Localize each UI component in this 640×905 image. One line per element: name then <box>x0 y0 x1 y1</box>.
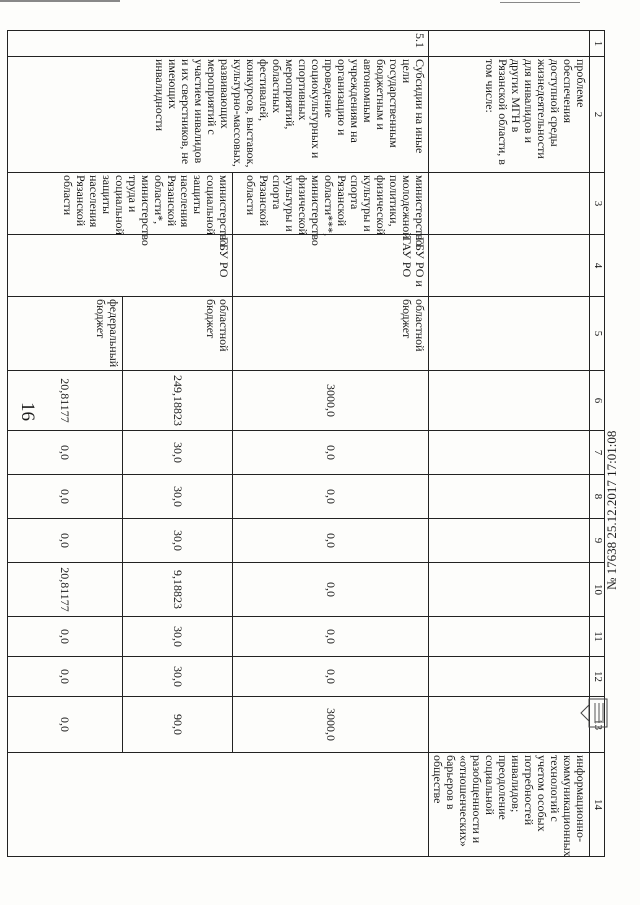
cell-source: областной бюджет <box>123 297 233 371</box>
document-seal-icon <box>580 686 616 740</box>
col-header: 14 <box>590 753 605 857</box>
cell-value: 20,81177 <box>8 563 123 617</box>
cell-participant: ГБУ РО и ГАУ РО <box>233 235 429 297</box>
cell-value: 249,18823 <box>123 371 233 431</box>
cell-value: 0,0 <box>233 563 429 617</box>
document-footer-stamp: № 17638 25.12.2017 17:01:08 <box>604 430 619 590</box>
document-table-rotated <box>55 30 605 856</box>
scan-artifact <box>0 0 120 2</box>
cell-value: 0,0 <box>8 475 123 519</box>
col-header: 5 <box>590 297 605 371</box>
continuation-row <box>429 31 590 857</box>
col-header: 13 <box>590 697 605 753</box>
col-header: 4 <box>590 235 605 297</box>
col-header: 2 <box>590 57 605 173</box>
scan-artifact <box>500 2 580 3</box>
cell-value: 0,0 <box>8 657 123 697</box>
cell-value: 30,0 <box>123 431 233 475</box>
cell-value: 0,0 <box>233 617 429 657</box>
cell-value: 0,0 <box>233 475 429 519</box>
cell-result: информационно-коммуникационных технологий с учетом особых потребностей инвалидов; преодоление социальной разобщенности и «отношенческих» барьеров в обществе <box>429 753 590 857</box>
cell-value: 90,0 <box>123 697 233 753</box>
page-number: 16 <box>17 402 38 421</box>
cell-executor: министерство социальной защиты населения Рязанской области*, министерство труда и социальной защиты населения Рязанской области <box>8 173 233 235</box>
cell-value: 30,0 <box>123 657 233 697</box>
cell-value: 30,0 <box>123 617 233 657</box>
col-header: 8 <box>590 475 605 519</box>
cell-description: Субсидии на иные цели государственным бюджетным и автономным учреждениям на организацию и проведение социокультурных и спортивных мероприятий, областных фестивалей, конкурсов, выставок, культурно-массовых, развивающих мероприятий с участием инвалидов и их сверстников, не имеющих инвалидности <box>8 57 429 173</box>
col-header: 10 <box>590 563 605 617</box>
cell-value: 0,0 <box>8 617 123 657</box>
cell-value: 0,0 <box>233 657 429 697</box>
col-header: 7 <box>590 431 605 475</box>
col-header: 6 <box>590 371 605 431</box>
cell-executor: министерство молодежной политики, физической культуры и спорта Рязанской области***, министерство физической культуры и спорта Рязанской области <box>233 173 429 235</box>
cell-value: 0,0 <box>8 697 123 753</box>
cell-value: 0,0 <box>8 519 123 563</box>
cell-description: проблеме обеспечения доступной среды жизнедеятельности для инвалидов и других МГН в Рязанской области, в том числе: <box>429 57 590 173</box>
cell-value: 20,81177 <box>8 371 123 431</box>
cell-value: 0,0 <box>233 519 429 563</box>
cell-source: областной бюджет <box>233 297 429 371</box>
cell-number: 5.1 <box>8 31 429 57</box>
col-header: 3 <box>590 173 605 235</box>
program-table <box>7 30 605 857</box>
cell-value: 0,0 <box>8 431 123 475</box>
cell-value: 0,0 <box>233 431 429 475</box>
table-row <box>233 31 429 857</box>
col-header: 11 <box>590 617 605 657</box>
cell-value: 30,0 <box>123 519 233 563</box>
cell-value: 3000,0 <box>233 371 429 431</box>
cell-source: федеральный бюджет <box>8 297 123 371</box>
col-header: 1 <box>590 31 605 57</box>
cell-value: 3000,0 <box>233 697 429 753</box>
cell-value: 30,0 <box>123 475 233 519</box>
col-header: 12 <box>590 657 605 697</box>
cell-participant: ГБУ РО <box>8 235 233 297</box>
cell-value: 9,18823 <box>123 563 233 617</box>
col-header: 9 <box>590 519 605 563</box>
